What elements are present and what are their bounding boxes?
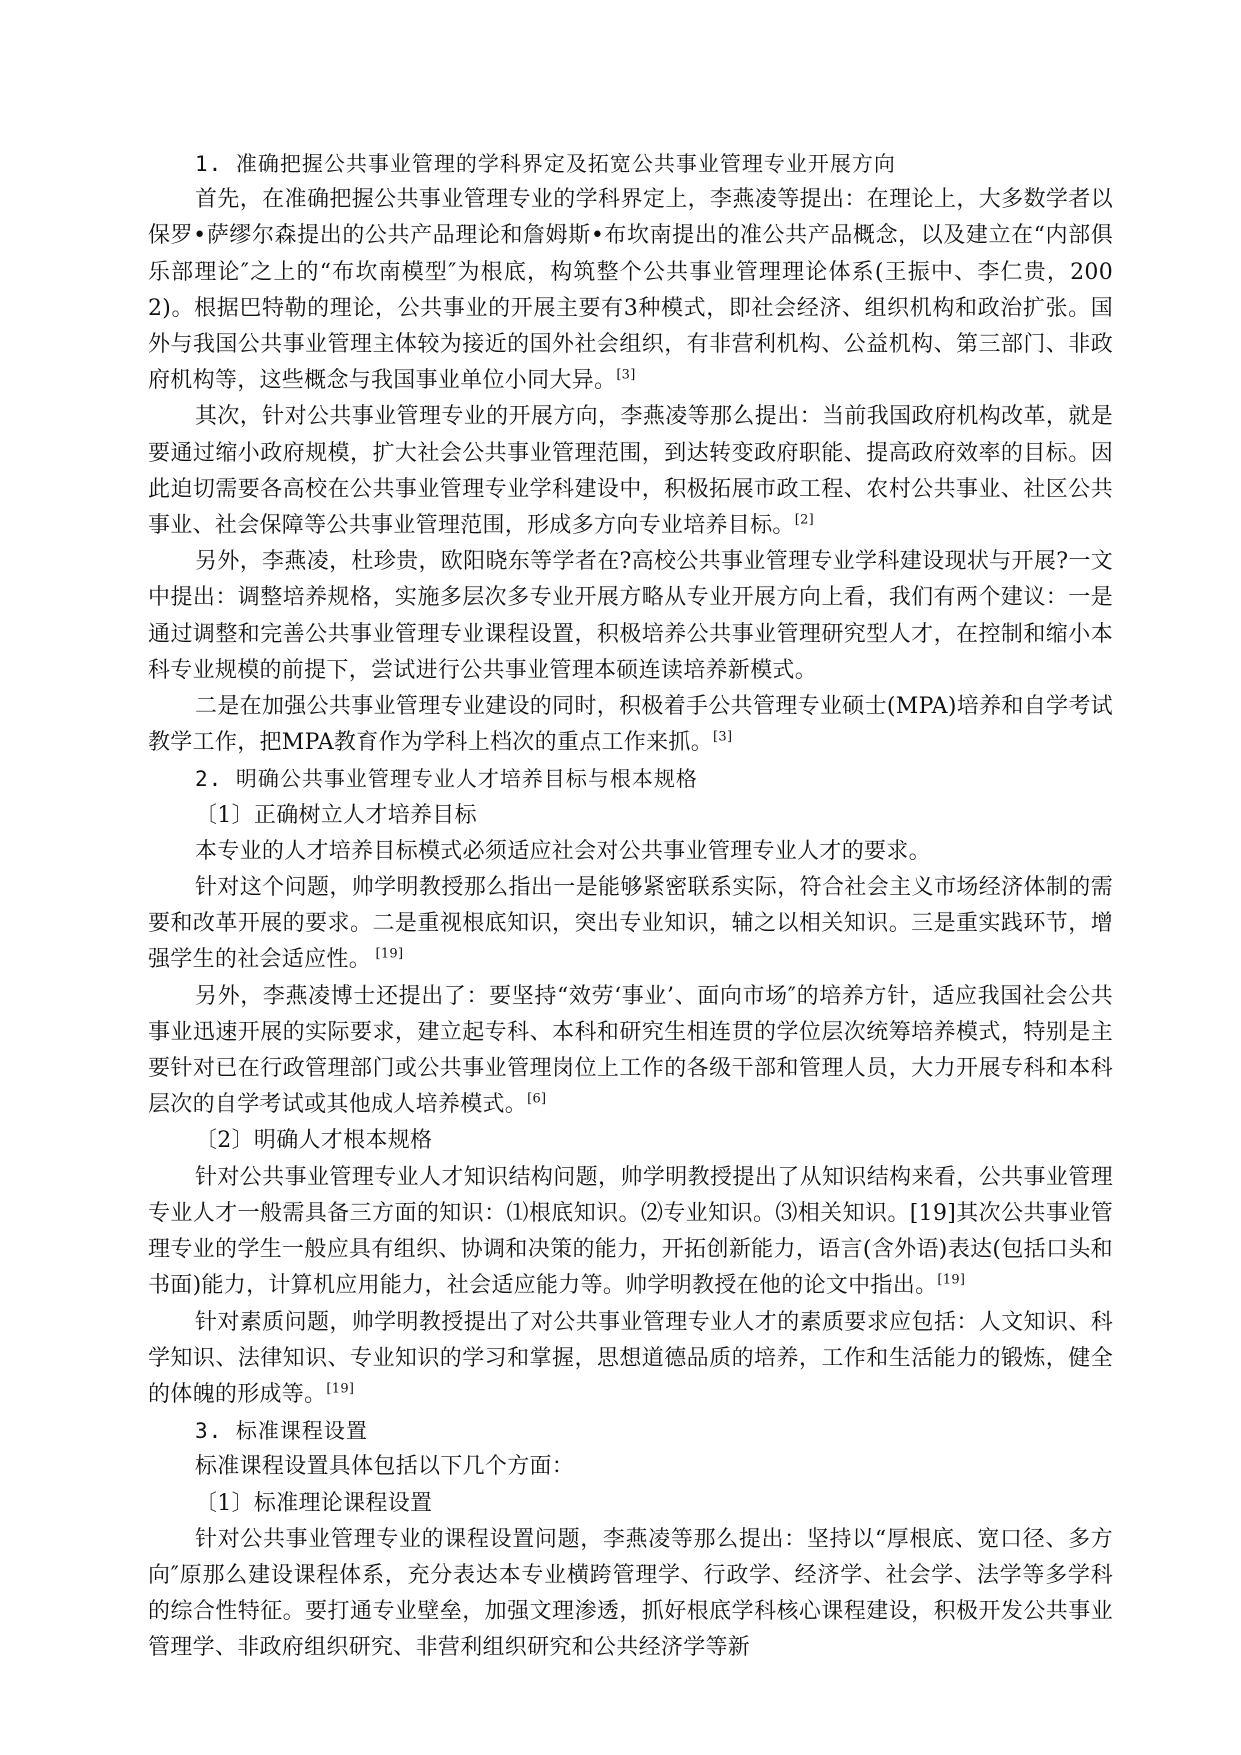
section-heading [148, 146, 1113, 182]
paragraph-text: 二是在加强公共事业管理专业建设的同时，积极着手公共管理专业硕士(MPA)培养和自学考试教学工作，把MPA教育作为学科上档次的重点工作来抓。 [148, 694, 1113, 756]
citation-marker: [3] [713, 729, 733, 745]
body-paragraph [148, 1305, 1113, 1414]
section-heading-text: 2. 明确公共事业管理专业人才培养目标与根本规格 [195, 767, 698, 792]
section-heading [148, 1413, 1113, 1449]
section-heading-text: 3. 标准课程设置 [195, 1419, 368, 1444]
citation-marker: [3] [616, 367, 636, 383]
paragraph-text: 针对公共事业管理专业的课程设置问题，李燕凌等那么提出：坚持以“厚根底、宽口径、多方向″原那么建设课程体系，充分表达本专业横跨管理学、行政学、经济学、社会学、法学等多学科的综合性特征。要打通专业壁垒，加强文理渗透，抓好根底学科核心课程建设，积极开发公共事业管理学、非政府组织研究、非营利组织研究和公共经济学等新 [148, 1526, 1113, 1661]
document-body [148, 146, 1113, 1667]
body-paragraph [148, 1486, 1113, 1522]
paragraph-text: 首先，在准确把握公共事业管理专业的学科界定上，李燕凌等提出：在理论上，大多数学者以保罗•萨缪尔森提出的公共产品理论和詹姆斯•布坎南提出的准公共产品概念，以及建立在“内部俱乐部理论″之上的“布坎南模型″为根底，构筑整个公共事业管理理论体系(王振中、李仁贵，2002)。根据巴特勒的理论，公共事业的开展主要有3种模式，即社会经济、组织机构和政治扩张。国外与我国公共事业管理主体较为接近的国外社会组织，有非营利机构、公益机构、第三部门、非政府机构等，这些概念与我国事业单位小同大异。 [148, 187, 1113, 394]
paragraph-text: 本专业的人才培养目标模式必须适应社会对公共事业管理专业人才的要求。 [195, 838, 931, 864]
body-paragraph [148, 399, 1113, 544]
body-paragraph [148, 689, 1113, 761]
body-paragraph [148, 1123, 1113, 1159]
paragraph-text: 针对素质问题，帅学明教授提出了对公共事业管理专业人才的素质要求应包括：人文知识、科学知识、法律知识、专业知识的学习和掌握，思想道德品质的培养，工作和生活能力的锻炼，健全的体魄的形成等。 [148, 1309, 1113, 1407]
body-paragraph [148, 544, 1113, 689]
paragraph-text: 针对这个问题，帅学明教授那么指出一是能够紧密联系实际，符合社会主义市场经济体制的需要和改革开展的要求。二是重视根底知识，突出专业知识，辅之以相关知识。三是重实践环节，增强学生的社会适应性。 [148, 875, 1113, 973]
citation-marker: [6] [527, 1091, 547, 1107]
paragraph-text: 针对公共事业管理专业人才知识结构问题，帅学明教授提出了从知识结构来看，公共事业管理专业人才一般需具备三方面的知识：⑴根底知识。⑵专业知识。⑶相关知识。[19]其次公共事业管理专业的学生一般应具有组织、协调和决策的能力，开拓创新能力，语言(含外语)表达(包括口头和书面)能力，计算机应用能力，社会适应能力等。帅学明教授在他的论文中指出。 [148, 1164, 1113, 1299]
paragraph-text: 另外，李燕凌博士还提出了：要坚持“效劳‘事业’、面向市场″的培养方针，适应我国社会公共事业迅速开展的实际要求，建立起专科、本科和研究生相连贯的学位层次统筹培养模式，特别是主要针对已在行政管理部门或公共事业管理岗位上工作的各级干部和管理人员，大力开展专科和本科层次的自学考试或其他成人培养模式。 [148, 983, 1113, 1118]
body-paragraph [148, 798, 1113, 834]
paragraph-text: 其次，针对公共事业管理专业的开展方向，李燕凌等那么提出：当前我国政府机构改革，就是要通过缩小政府规模，扩大社会公共事业管理范围，到达转变政府职能、提高政府效率的目标。因此迫切需要各高校在公共事业管理专业学科建设中，积极拓展市政工程、农村公共事业、社区公共事业、社会保障等公共事业管理范围，形成多方向专业培养目标。 [148, 404, 1113, 539]
body-paragraph [148, 1160, 1113, 1305]
paragraph-text: 标准课程设置具体包括以下几个方面： [195, 1454, 575, 1480]
body-paragraph [148, 182, 1113, 399]
paragraph-text: 〔1〕正确树立人才培养目标 [195, 802, 477, 828]
paragraph-text: 〔2〕明确人才根本规格 [195, 1128, 433, 1154]
body-paragraph [148, 1522, 1113, 1667]
paragraph-text: 〔1〕标准理论课程设置 [195, 1490, 433, 1516]
paragraph-text: 另外，李燕凌，杜珍贵，欧阳晓东等学者在?高校公共事业管理专业学科建设现状与开展?一文中提出：调整培养规格，实施多层次多专业开展方略从专业开展方向上看，我们有两个建议：一是通过调整和完善公共事业管理专业课程设置，积极培养公共事业管理研究型人才，在控制和缩小本科专业规模的前提下，尝试进行公共事业管理本硕连读培养新模式。 [148, 549, 1113, 683]
citation-marker: [19] [326, 1381, 355, 1397]
body-paragraph [148, 834, 1113, 870]
section-heading-text: 1. 准确把握公共事业管理的学科界定及拓宽公共事业管理专业开展方向 [195, 152, 896, 176]
citation-marker: [19] [937, 1272, 966, 1288]
body-paragraph [148, 870, 1113, 979]
citation-marker: [19] [371, 947, 404, 963]
section-heading [148, 761, 1113, 797]
body-paragraph [148, 1449, 1113, 1485]
citation-marker: [2] [794, 512, 815, 528]
body-paragraph [148, 979, 1113, 1124]
